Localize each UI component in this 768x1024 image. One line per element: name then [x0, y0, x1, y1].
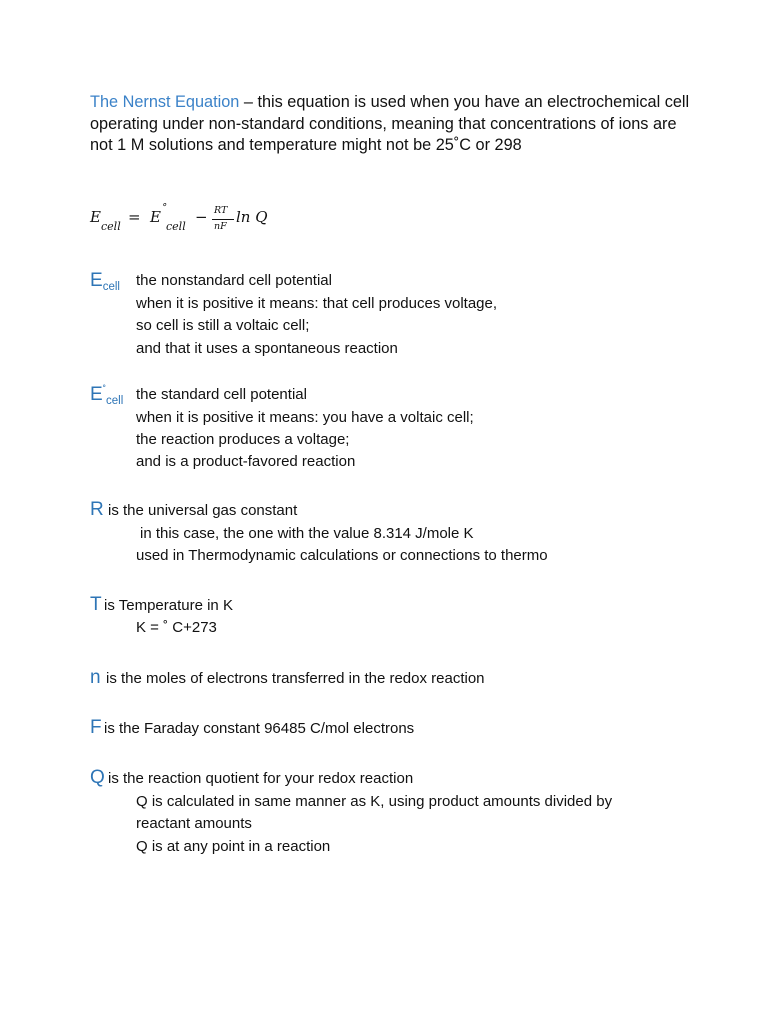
term-symbol: Q: [90, 767, 105, 788]
eq-std-symbol: E: [150, 208, 161, 226]
eq-equals: =: [128, 208, 141, 226]
eq-frac-num: RT: [214, 205, 228, 216]
term-detail: Q is calculated in same manner as K, using product amounts divided by: [136, 793, 613, 810]
term-symbol: T: [90, 594, 102, 615]
term-detail: and that it uses a spontaneous reaction: [136, 340, 398, 357]
term-symbol: F: [90, 717, 102, 738]
term-detail: K = ˚ C+273: [136, 619, 217, 636]
term-definition: is the universal gas constant: [108, 502, 298, 519]
section-title: The Nernst Equation: [90, 93, 240, 111]
eq-std-sub: cell: [166, 220, 186, 233]
term-symbol: R: [90, 499, 104, 520]
eq-lhs-symbol: E: [90, 208, 101, 226]
nernst-equation: [90, 202, 390, 238]
term-definition: is Temperature in K: [104, 597, 233, 614]
term-symbol: $E^˚_{cell}$: [90, 384, 124, 407]
term-detail: so cell is still a voltaic cell;: [136, 317, 310, 334]
eq-std-degree: ˚: [161, 203, 167, 216]
term-symbol: n: [90, 667, 101, 688]
term-detail: used in Thermodynamic calculations or connections to thermo: [136, 547, 548, 564]
term-definition: is the reaction quotient for your redox reaction: [108, 770, 414, 787]
term-definition: the standard cell potential: [136, 386, 307, 403]
term-detail: in this case, the one with the value 8.314 J/mole K: [140, 525, 474, 542]
eq-tail: ln Q: [236, 208, 268, 226]
term-detail: when it is positive it means: you have a voltaic cell;: [136, 409, 474, 426]
intro-paragraph: [90, 92, 700, 157]
eq-frac-den: nF: [214, 221, 227, 232]
term-definition: is the Faraday constant 96485 C/mol electrons: [104, 720, 415, 737]
eq-lhs-sub: cell: [101, 220, 121, 233]
term-symbol: $E_{cell}$: [90, 270, 120, 293]
eq-fraction-bar: [212, 219, 234, 220]
term-detail: when it is positive it means: that cell produces voltage,: [136, 295, 498, 312]
term-definition: the nonstandard cell potential: [136, 272, 332, 289]
intro-text: – this equation is used when you have an electrochemical cell operating under non-standard conditions, meaning that concentrations of ions are not 1 M solutions and temperature might not be 25˚C or 298: [90, 93, 690, 154]
term-detail: Q is at any point in a reaction: [136, 838, 331, 855]
term-definition: is the moles of electrons transferred in the redox reaction: [106, 670, 485, 687]
term-detail: the reaction produces a voltage;: [136, 431, 350, 448]
term-detail: reactant amounts: [136, 815, 252, 832]
term-detail: and is a product-favored reaction: [136, 453, 356, 470]
eq-minus: −: [195, 208, 208, 226]
